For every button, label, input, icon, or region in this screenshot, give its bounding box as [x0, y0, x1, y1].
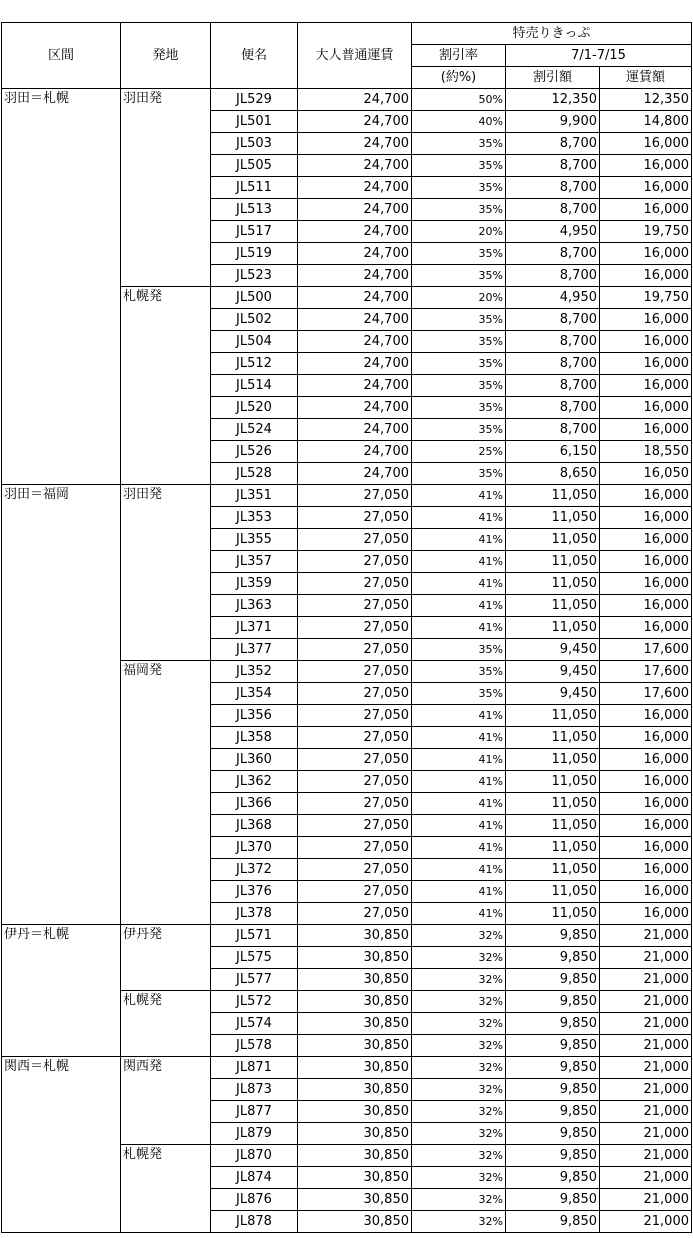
regular-fare-cell: 27,050: [298, 727, 412, 749]
regular-fare-cell: 27,050: [298, 639, 412, 661]
discount-amount-cell: 8,700: [506, 309, 600, 331]
discount-rate-cell: 35%: [412, 419, 506, 441]
regular-fare-cell: 27,050: [298, 837, 412, 859]
flight-number-cell: JL371: [211, 617, 298, 639]
flight-number-cell: JL520: [211, 397, 298, 419]
discount-amount-cell: 8,700: [506, 265, 600, 287]
flight-number-cell: JL363: [211, 595, 298, 617]
flight-number-cell: JL351: [211, 485, 298, 507]
regular-fare-cell: 27,050: [298, 485, 412, 507]
fare-amount-cell: 16,000: [600, 573, 692, 595]
discount-amount-cell: 8,700: [506, 155, 600, 177]
discount-rate-cell: 41%: [412, 881, 506, 903]
flight-number-cell: JL876: [211, 1189, 298, 1211]
discount-rate-cell: 41%: [412, 551, 506, 573]
discount-rate-cell: 32%: [412, 1013, 506, 1035]
fare-amount-cell: 14,800: [600, 111, 692, 133]
fare-amount-cell: 21,000: [600, 969, 692, 991]
flight-number-cell: JL503: [211, 133, 298, 155]
fare-amount-cell: 16,000: [600, 749, 692, 771]
header-discount-rate: 割引率: [412, 45, 506, 67]
discount-rate-cell: 32%: [412, 1035, 506, 1057]
discount-amount-cell: 11,050: [506, 727, 600, 749]
flight-number-cell: JL356: [211, 705, 298, 727]
flight-number-cell: JL370: [211, 837, 298, 859]
fare-amount-cell: 21,000: [600, 1013, 692, 1035]
discount-rate-cell: 35%: [412, 661, 506, 683]
discount-rate-cell: 32%: [412, 1057, 506, 1079]
discount-amount-cell: 11,050: [506, 771, 600, 793]
fare-amount-cell: 16,000: [600, 397, 692, 419]
flight-number-cell: JL572: [211, 991, 298, 1013]
flight-number-cell: JL352: [211, 661, 298, 683]
fare-amount-cell: 19,750: [600, 287, 692, 309]
route-cell: 伊丹＝札幌: [2, 925, 121, 1057]
discount-rate-cell: 35%: [412, 199, 506, 221]
regular-fare-cell: 30,850: [298, 1013, 412, 1035]
fare-amount-cell: 16,000: [600, 859, 692, 881]
header-fare-amount: 運賃額: [600, 67, 692, 89]
flight-number-cell: JL355: [211, 529, 298, 551]
fare-amount-cell: 17,600: [600, 683, 692, 705]
fare-amount-cell: 21,000: [600, 947, 692, 969]
fare-amount-cell: 21,000: [600, 991, 692, 1013]
discount-rate-cell: 32%: [412, 1167, 506, 1189]
flight-number-cell: JL529: [211, 89, 298, 111]
flight-number-cell: JL354: [211, 683, 298, 705]
fare-amount-cell: 18,550: [600, 441, 692, 463]
header-period: 7/1-7/15: [506, 45, 692, 67]
fare-amount-cell: 16,050: [600, 463, 692, 485]
flight-number-cell: JL500: [211, 287, 298, 309]
discount-amount-cell: 11,050: [506, 705, 600, 727]
regular-fare-cell: 27,050: [298, 507, 412, 529]
regular-fare-cell: 30,850: [298, 1167, 412, 1189]
discount-rate-cell: 41%: [412, 529, 506, 551]
regular-fare-cell: 27,050: [298, 573, 412, 595]
origin-cell: 福岡発: [121, 661, 211, 925]
flight-number-cell: JL359: [211, 573, 298, 595]
discount-amount-cell: 12,350: [506, 89, 600, 111]
flight-number-cell: JL877: [211, 1101, 298, 1123]
regular-fare-cell: 24,700: [298, 177, 412, 199]
origin-cell: 札幌発: [121, 1145, 211, 1233]
regular-fare-cell: 30,850: [298, 925, 412, 947]
flight-number-cell: JL577: [211, 969, 298, 991]
regular-fare-cell: 27,050: [298, 705, 412, 727]
fare-amount-cell: 16,000: [600, 595, 692, 617]
discount-rate-cell: 32%: [412, 1079, 506, 1101]
discount-amount-cell: 9,850: [506, 969, 600, 991]
discount-amount-cell: 11,050: [506, 881, 600, 903]
flight-number-cell: JL376: [211, 881, 298, 903]
table-row: [2, 925, 692, 947]
discount-amount-cell: 9,850: [506, 1123, 600, 1145]
regular-fare-cell: 24,700: [298, 397, 412, 419]
discount-amount-cell: 9,850: [506, 1145, 600, 1167]
fare-amount-cell: 21,000: [600, 1123, 692, 1145]
fare-amount-cell: 16,000: [600, 507, 692, 529]
discount-amount-cell: 11,050: [506, 551, 600, 573]
route-cell: 羽田＝福岡: [2, 485, 121, 925]
discount-amount-cell: 9,850: [506, 1211, 600, 1233]
discount-rate-cell: 50%: [412, 89, 506, 111]
fare-amount-cell: 21,000: [600, 1211, 692, 1233]
fare-amount-cell: 16,000: [600, 243, 692, 265]
regular-fare-cell: 30,850: [298, 1145, 412, 1167]
discount-rate-cell: 41%: [412, 771, 506, 793]
discount-amount-cell: 4,950: [506, 221, 600, 243]
regular-fare-cell: 24,700: [298, 463, 412, 485]
flight-number-cell: JL378: [211, 903, 298, 925]
flight-number-cell: JL377: [211, 639, 298, 661]
discount-rate-cell: 35%: [412, 375, 506, 397]
regular-fare-cell: 27,050: [298, 771, 412, 793]
discount-rate-cell: 35%: [412, 331, 506, 353]
flight-number-cell: JL873: [211, 1079, 298, 1101]
flight-number-cell: JL512: [211, 353, 298, 375]
fare-amount-cell: 21,000: [600, 925, 692, 947]
table-header: [2, 23, 692, 89]
flight-number-cell: JL879: [211, 1123, 298, 1145]
fare-amount-cell: 16,000: [600, 199, 692, 221]
discount-rate-cell: 41%: [412, 507, 506, 529]
fare-amount-cell: 17,600: [600, 661, 692, 683]
discount-rate-cell: 32%: [412, 1189, 506, 1211]
regular-fare-cell: 27,050: [298, 595, 412, 617]
regular-fare-cell: 27,050: [298, 683, 412, 705]
discount-rate-cell: 41%: [412, 573, 506, 595]
header-origin: 発地: [121, 23, 211, 89]
discount-rate-cell: 32%: [412, 947, 506, 969]
header-regular-fare: 大人普通運賃: [298, 23, 412, 89]
discount-amount-cell: 11,050: [506, 903, 600, 925]
regular-fare-cell: 27,050: [298, 815, 412, 837]
fare-amount-cell: 16,000: [600, 617, 692, 639]
regular-fare-cell: 24,700: [298, 111, 412, 133]
fare-amount-cell: 16,000: [600, 309, 692, 331]
discount-amount-cell: 11,050: [506, 815, 600, 837]
regular-fare-cell: 30,850: [298, 991, 412, 1013]
discount-amount-cell: 6,150: [506, 441, 600, 463]
fare-amount-cell: 16,000: [600, 177, 692, 199]
regular-fare-cell: 30,850: [298, 1057, 412, 1079]
discount-rate-cell: 41%: [412, 485, 506, 507]
discount-amount-cell: 11,050: [506, 485, 600, 507]
discount-rate-cell: 35%: [412, 463, 506, 485]
regular-fare-cell: 24,700: [298, 133, 412, 155]
fare-amount-cell: 21,000: [600, 1079, 692, 1101]
flight-number-cell: JL353: [211, 507, 298, 529]
regular-fare-cell: 27,050: [298, 529, 412, 551]
fare-amount-cell: 16,000: [600, 903, 692, 925]
discount-amount-cell: 11,050: [506, 859, 600, 881]
discount-amount-cell: 9,900: [506, 111, 600, 133]
regular-fare-cell: 27,050: [298, 903, 412, 925]
flight-number-cell: JL502: [211, 309, 298, 331]
header-route: 区間: [2, 23, 121, 89]
flight-number-cell: JL358: [211, 727, 298, 749]
discount-amount-cell: 9,850: [506, 991, 600, 1013]
regular-fare-cell: 24,700: [298, 89, 412, 111]
origin-cell: 羽田発: [121, 485, 211, 661]
discount-rate-cell: 35%: [412, 155, 506, 177]
flight-number-cell: JL505: [211, 155, 298, 177]
flight-number-cell: JL524: [211, 419, 298, 441]
flight-number-cell: JL372: [211, 859, 298, 881]
regular-fare-cell: 27,050: [298, 661, 412, 683]
flight-number-cell: JL360: [211, 749, 298, 771]
flight-number-cell: JL519: [211, 243, 298, 265]
fare-amount-cell: 16,000: [600, 881, 692, 903]
flight-number-cell: JL362: [211, 771, 298, 793]
origin-cell: 札幌発: [121, 287, 211, 485]
discount-rate-cell: 41%: [412, 749, 506, 771]
discount-amount-cell: 11,050: [506, 573, 600, 595]
discount-rate-cell: 35%: [412, 683, 506, 705]
route-cell: 羽田＝札幌: [2, 89, 121, 485]
flight-number-cell: JL578: [211, 1035, 298, 1057]
header-flight: 便名: [211, 23, 298, 89]
discount-amount-cell: 9,850: [506, 1035, 600, 1057]
flight-number-cell: JL368: [211, 815, 298, 837]
fare-amount-cell: 16,000: [600, 771, 692, 793]
header-discount-amount: 割引額: [506, 67, 600, 89]
fare-amount-cell: 19,750: [600, 221, 692, 243]
discount-amount-cell: 11,050: [506, 529, 600, 551]
flight-number-cell: JL513: [211, 199, 298, 221]
fare-amount-cell: 16,000: [600, 705, 692, 727]
fare-amount-cell: 21,000: [600, 1189, 692, 1211]
discount-rate-cell: 32%: [412, 991, 506, 1013]
flight-number-cell: JL571: [211, 925, 298, 947]
discount-amount-cell: 8,650: [506, 463, 600, 485]
discount-amount-cell: 9,850: [506, 1167, 600, 1189]
discount-amount-cell: 8,700: [506, 375, 600, 397]
discount-amount-cell: 8,700: [506, 397, 600, 419]
fare-amount-cell: 16,000: [600, 331, 692, 353]
discount-rate-cell: 35%: [412, 397, 506, 419]
flight-number-cell: JL575: [211, 947, 298, 969]
flight-number-cell: JL874: [211, 1167, 298, 1189]
regular-fare-cell: 27,050: [298, 793, 412, 815]
flight-number-cell: JL366: [211, 793, 298, 815]
flight-number-cell: JL528: [211, 463, 298, 485]
regular-fare-cell: 27,050: [298, 749, 412, 771]
flight-number-cell: JL511: [211, 177, 298, 199]
discount-amount-cell: 9,850: [506, 947, 600, 969]
origin-cell: 札幌発: [121, 991, 211, 1057]
fare-amount-cell: 21,000: [600, 1145, 692, 1167]
origin-cell: 伊丹発: [121, 925, 211, 991]
discount-rate-cell: 35%: [412, 309, 506, 331]
flight-number-cell: JL871: [211, 1057, 298, 1079]
fare-amount-cell: 21,000: [600, 1101, 692, 1123]
regular-fare-cell: 24,700: [298, 353, 412, 375]
discount-rate-cell: 41%: [412, 617, 506, 639]
flight-number-cell: JL574: [211, 1013, 298, 1035]
regular-fare-cell: 27,050: [298, 881, 412, 903]
table-row: [2, 485, 692, 507]
header-special-ticket: 特売りきっぷ: [412, 23, 692, 45]
fare-amount-cell: 17,600: [600, 639, 692, 661]
regular-fare-cell: 27,050: [298, 859, 412, 881]
fare-amount-cell: 16,000: [600, 793, 692, 815]
discount-amount-cell: 11,050: [506, 617, 600, 639]
regular-fare-cell: 30,850: [298, 1035, 412, 1057]
discount-rate-cell: 20%: [412, 287, 506, 309]
regular-fare-cell: 30,850: [298, 1189, 412, 1211]
discount-rate-cell: 35%: [412, 177, 506, 199]
flight-number-cell: JL526: [211, 441, 298, 463]
fare-amount-cell: 16,000: [600, 353, 692, 375]
discount-amount-cell: 11,050: [506, 837, 600, 859]
regular-fare-cell: 24,700: [298, 375, 412, 397]
flight-number-cell: JL870: [211, 1145, 298, 1167]
discount-amount-cell: 9,850: [506, 1189, 600, 1211]
table-body: [2, 89, 692, 1233]
discount-amount-cell: 9,450: [506, 683, 600, 705]
regular-fare-cell: 30,850: [298, 1101, 412, 1123]
discount-rate-cell: 41%: [412, 595, 506, 617]
fare-amount-cell: 16,000: [600, 375, 692, 397]
fare-amount-cell: 16,000: [600, 485, 692, 507]
discount-amount-cell: 9,850: [506, 925, 600, 947]
discount-amount-cell: 8,700: [506, 419, 600, 441]
regular-fare-cell: 24,700: [298, 243, 412, 265]
discount-amount-cell: 9,450: [506, 661, 600, 683]
discount-amount-cell: 11,050: [506, 507, 600, 529]
flight-number-cell: JL357: [211, 551, 298, 573]
flight-number-cell: JL514: [211, 375, 298, 397]
discount-rate-cell: 41%: [412, 815, 506, 837]
discount-amount-cell: 9,850: [506, 1101, 600, 1123]
discount-amount-cell: 8,700: [506, 133, 600, 155]
flight-number-cell: JL517: [211, 221, 298, 243]
discount-amount-cell: 11,050: [506, 793, 600, 815]
regular-fare-cell: 24,700: [298, 265, 412, 287]
discount-amount-cell: 4,950: [506, 287, 600, 309]
discount-rate-cell: 35%: [412, 639, 506, 661]
regular-fare-cell: 24,700: [298, 309, 412, 331]
discount-rate-cell: 32%: [412, 1123, 506, 1145]
discount-rate-cell: 41%: [412, 793, 506, 815]
regular-fare-cell: 30,850: [298, 1079, 412, 1101]
fare-amount-cell: 16,000: [600, 265, 692, 287]
fare-amount-cell: 16,000: [600, 133, 692, 155]
regular-fare-cell: 24,700: [298, 287, 412, 309]
discount-rate-cell: 41%: [412, 727, 506, 749]
discount-amount-cell: 8,700: [506, 353, 600, 375]
regular-fare-cell: 24,700: [298, 199, 412, 221]
discount-rate-cell: 20%: [412, 221, 506, 243]
fare-amount-cell: 16,000: [600, 155, 692, 177]
discount-amount-cell: 8,700: [506, 331, 600, 353]
regular-fare-cell: 24,700: [298, 441, 412, 463]
discount-amount-cell: 8,700: [506, 177, 600, 199]
discount-rate-cell: 32%: [412, 1101, 506, 1123]
regular-fare-cell: 30,850: [298, 1211, 412, 1233]
discount-rate-cell: 35%: [412, 265, 506, 287]
discount-rate-cell: 41%: [412, 837, 506, 859]
fare-amount-cell: 16,000: [600, 837, 692, 859]
discount-rate-cell: 32%: [412, 1211, 506, 1233]
table-row: [2, 89, 692, 111]
discount-rate-cell: 32%: [412, 1145, 506, 1167]
fare-amount-cell: 16,000: [600, 815, 692, 837]
discount-amount-cell: 9,450: [506, 639, 600, 661]
discount-rate-cell: 41%: [412, 903, 506, 925]
fare-amount-cell: 16,000: [600, 529, 692, 551]
discount-rate-cell: 41%: [412, 705, 506, 727]
origin-cell: 羽田発: [121, 89, 211, 287]
regular-fare-cell: 27,050: [298, 617, 412, 639]
fare-amount-cell: 16,000: [600, 419, 692, 441]
discount-amount-cell: 9,850: [506, 1079, 600, 1101]
regular-fare-cell: 30,850: [298, 1123, 412, 1145]
flight-number-cell: JL504: [211, 331, 298, 353]
discount-rate-cell: 35%: [412, 133, 506, 155]
regular-fare-cell: 30,850: [298, 947, 412, 969]
header-discount-rate-sub: (約%): [412, 67, 506, 89]
regular-fare-cell: 30,850: [298, 969, 412, 991]
discount-amount-cell: 11,050: [506, 595, 600, 617]
fare-amount-cell: 16,000: [600, 727, 692, 749]
regular-fare-cell: 24,700: [298, 419, 412, 441]
table-row: [2, 1057, 692, 1079]
regular-fare-cell: 27,050: [298, 551, 412, 573]
discount-amount-cell: 9,850: [506, 1057, 600, 1079]
fare-amount-cell: 21,000: [600, 1035, 692, 1057]
origin-cell: 関西発: [121, 1057, 211, 1145]
route-cell: 関西＝札幌: [2, 1057, 121, 1233]
regular-fare-cell: 24,700: [298, 155, 412, 177]
discount-rate-cell: 41%: [412, 859, 506, 881]
discount-rate-cell: 32%: [412, 969, 506, 991]
discount-rate-cell: 40%: [412, 111, 506, 133]
discount-rate-cell: 35%: [412, 243, 506, 265]
flight-number-cell: JL878: [211, 1211, 298, 1233]
discount-rate-cell: 35%: [412, 353, 506, 375]
discount-rate-cell: 25%: [412, 441, 506, 463]
discount-amount-cell: 9,850: [506, 1013, 600, 1035]
fare-amount-cell: 12,350: [600, 89, 692, 111]
fare-amount-cell: 16,000: [600, 551, 692, 573]
flight-number-cell: JL501: [211, 111, 298, 133]
fare-amount-cell: 21,000: [600, 1167, 692, 1189]
discount-rate-cell: 32%: [412, 925, 506, 947]
discount-amount-cell: 11,050: [506, 749, 600, 771]
regular-fare-cell: 24,700: [298, 221, 412, 243]
discount-amount-cell: 8,700: [506, 243, 600, 265]
fare-amount-cell: 21,000: [600, 1057, 692, 1079]
discount-amount-cell: 8,700: [506, 199, 600, 221]
flight-number-cell: JL523: [211, 265, 298, 287]
regular-fare-cell: 24,700: [298, 331, 412, 353]
fare-table: [1, 22, 692, 1233]
